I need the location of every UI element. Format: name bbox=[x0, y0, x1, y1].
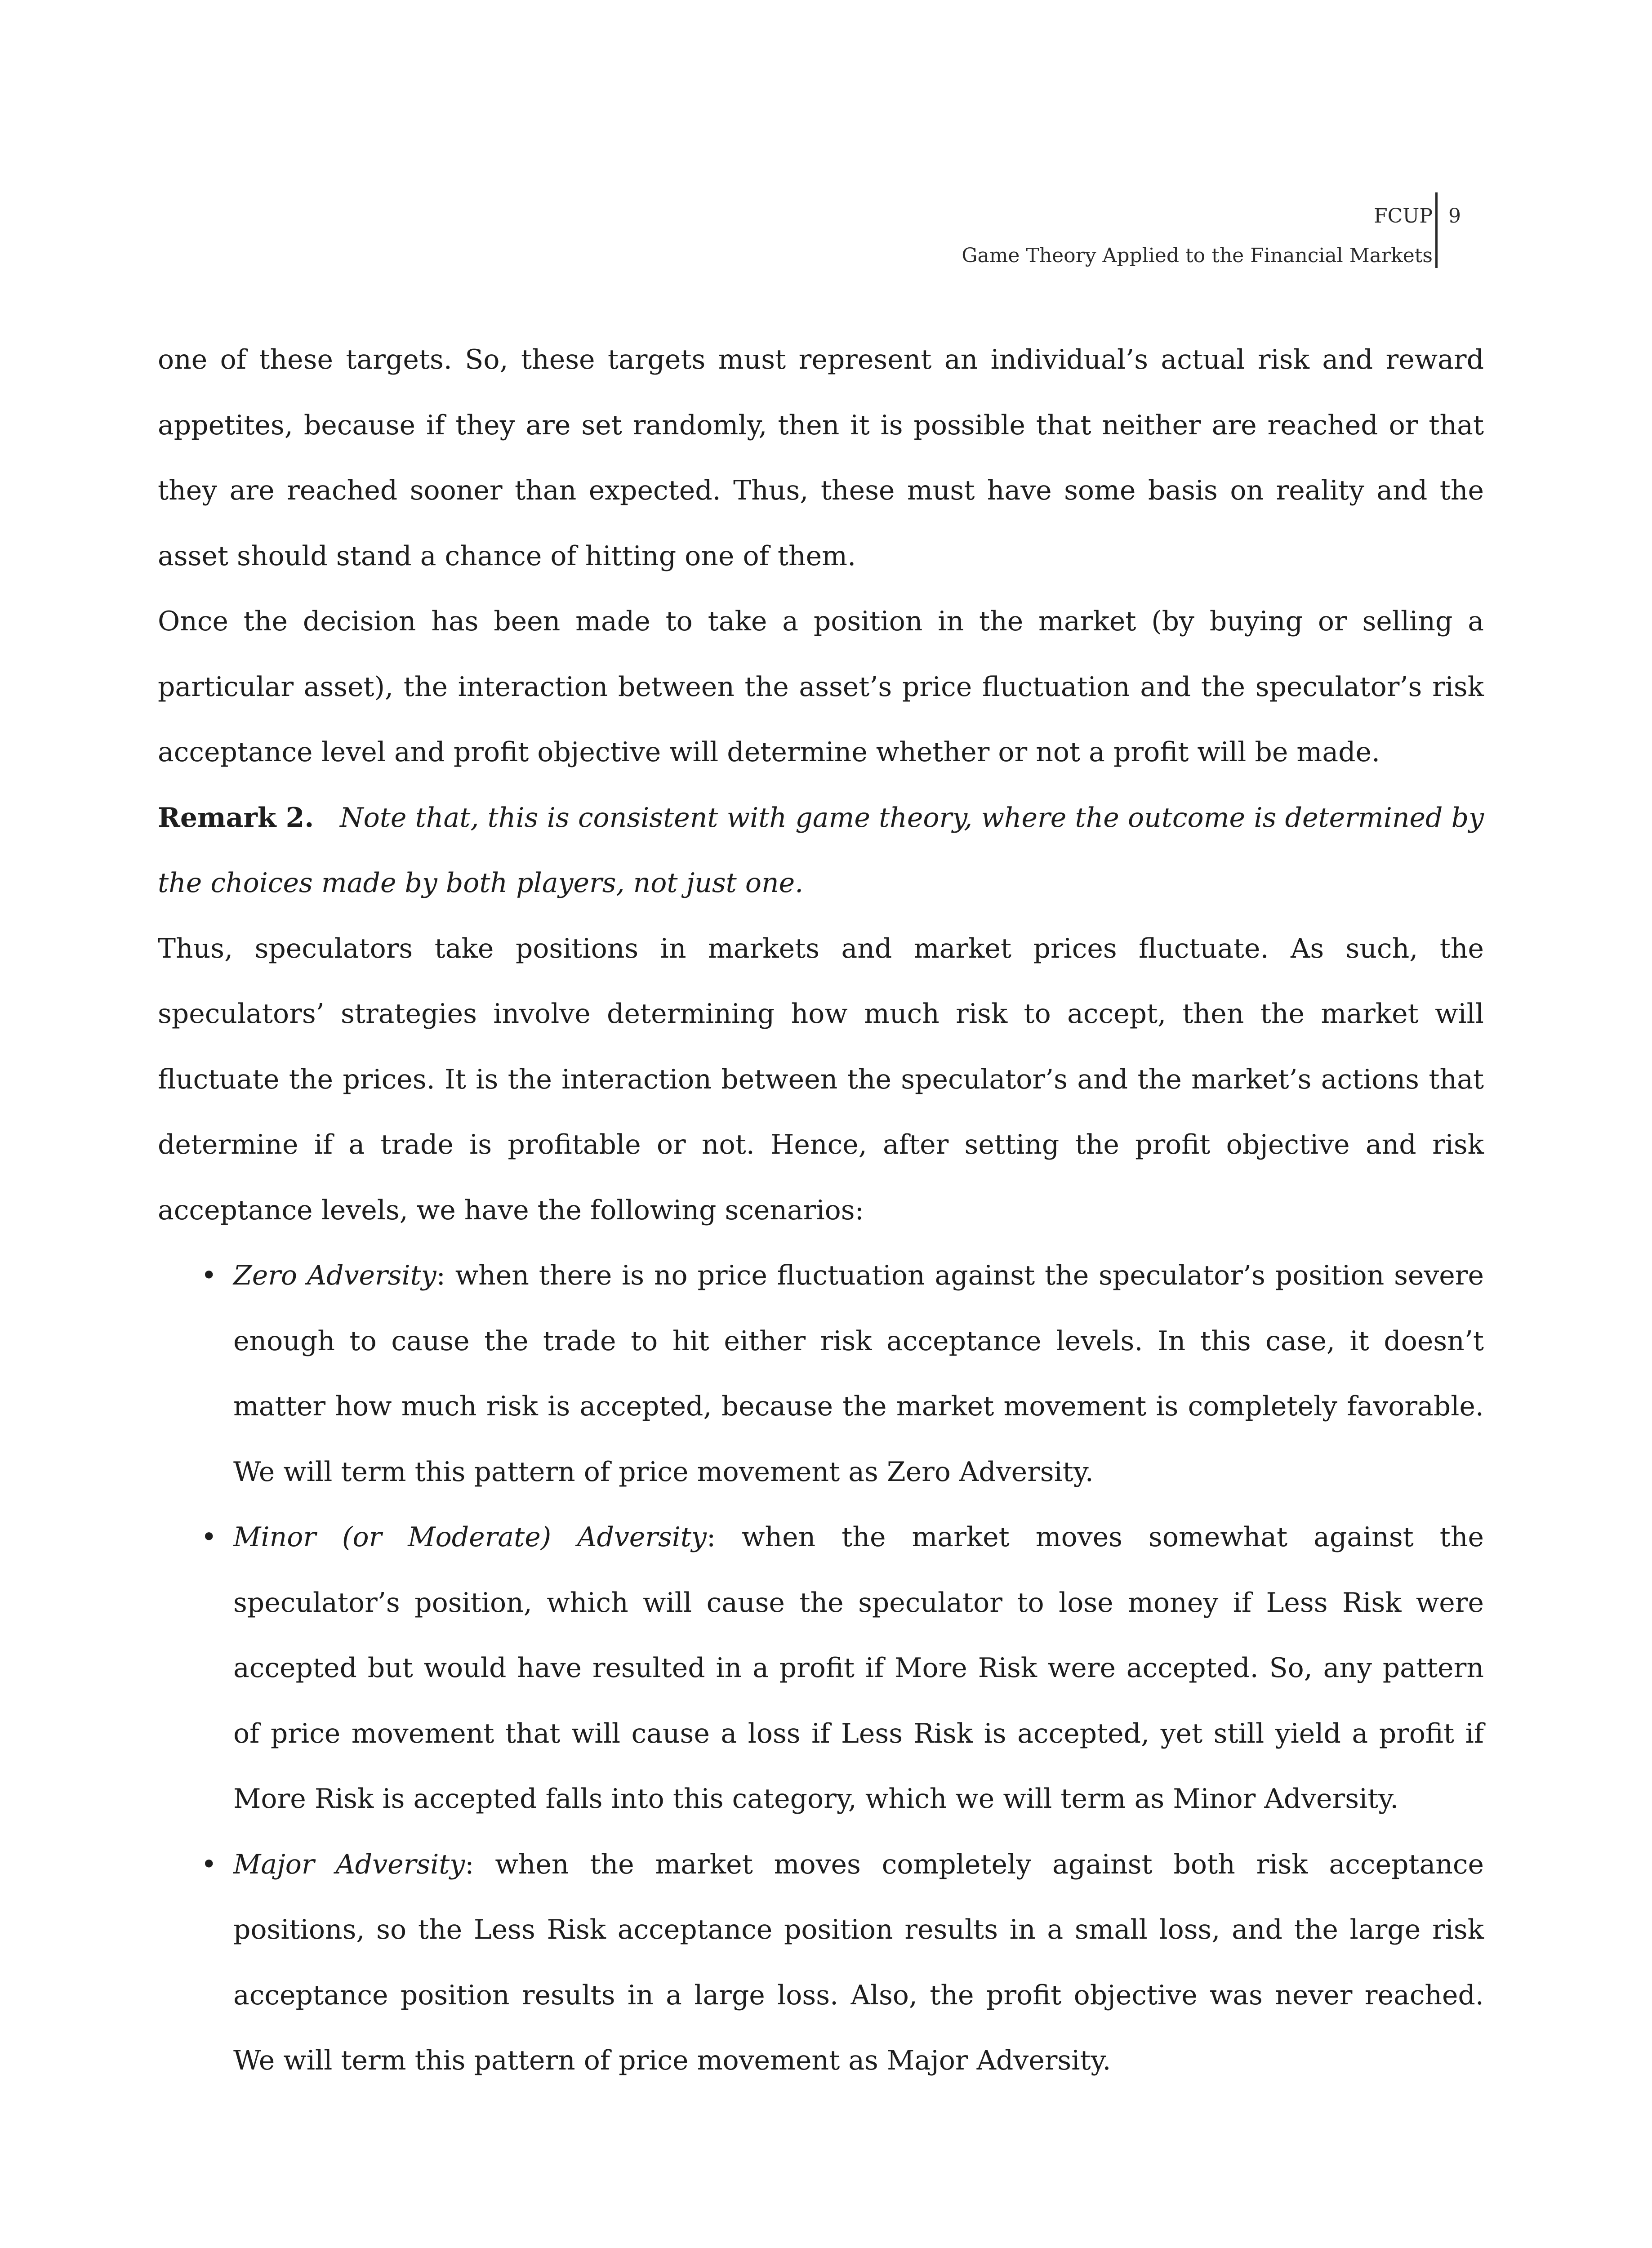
page-body bbox=[158, 327, 1484, 2094]
page-number: 9 bbox=[1448, 205, 1461, 227]
bullet-icon: • bbox=[201, 1848, 217, 1880]
list-item bbox=[158, 1243, 1484, 1505]
scenario-term: Minor (or Moderate) Adversity bbox=[233, 1521, 707, 1553]
header-title: Game Theory Applied to the Financial Markets bbox=[962, 244, 1433, 267]
list-item bbox=[158, 1832, 1484, 2094]
paragraph: Once the decision has been made to take a position in the market (by buying or selling a particular asset), the interaction between the asset’s price fluctuation and the speculator’s risk acceptance level and profit objective will determine whether or not a profit will be made. bbox=[158, 606, 1484, 768]
remark-label: Remark 2. bbox=[158, 802, 314, 834]
scenario-list bbox=[158, 1243, 1484, 2094]
scenario-description: : when there is no price fluctuation against the speculator’s position severe enough to cause the trade to hit either risk acceptance levels. In this case, it doesn’t matter how much risk is accepted, because the market movement is completely favorable. We will term this pattern of price movement as Zero Adversity. bbox=[233, 1260, 1484, 1488]
remark-text: Note that, this is consistent with game theory, where the outcome is determined by the choices made by both players, not just one. bbox=[158, 802, 1484, 899]
paragraph: one of these targets. So, these targets must represent an individual’s actual risk and reward appetites, because if they are set randomly, then it is possible that neither are reached or that they are reached sooner than expected. Thus, these must have some basis on reality and the asset should stand a chance of hitting one of them. bbox=[158, 344, 1484, 572]
scenario-description: : when the market moves somewhat against the speculator’s position, which will cause the speculator to lose money if Less Risk were accepted but would have resulted in a profit if More Risk were accepted. So, any pattern of price movement that will cause a loss if Less Risk is accepted, yet still yield a profit if More Risk is accepted falls into this category, which we will term as Minor Adversity. bbox=[233, 1521, 1484, 1815]
scenario-term: Zero Adversity bbox=[233, 1260, 436, 1291]
bullet-icon: • bbox=[201, 1260, 217, 1291]
header-institution: FCUP bbox=[1374, 205, 1433, 227]
remark bbox=[158, 785, 1484, 916]
scenario-description: : when the market moves completely against both risk acceptance positions, so the Less Risk acceptance position results in a small loss, and the large risk acceptance position results in a large loss. Also, the profit objective was never reached. We will term this pattern of price movement as Major Adversity. bbox=[233, 1848, 1484, 2076]
scenario-term: Major Adversity bbox=[233, 1848, 465, 1880]
bullet-icon: • bbox=[201, 1521, 217, 1553]
running-header bbox=[962, 196, 1433, 276]
header-divider bbox=[1435, 192, 1438, 268]
list-item bbox=[158, 1505, 1484, 1832]
paragraph: Thus, speculators take positions in markets and market prices fluctuate. As such, the speculators’ strategies involve determining how much risk to accept, then the market will fluctuate the prices. It is the interaction between the speculator’s and the market’s actions that determine if a trade is profitable or not. Hence, after setting the profit objective and risk acceptance levels, we have the following scenarios: bbox=[158, 932, 1484, 1226]
